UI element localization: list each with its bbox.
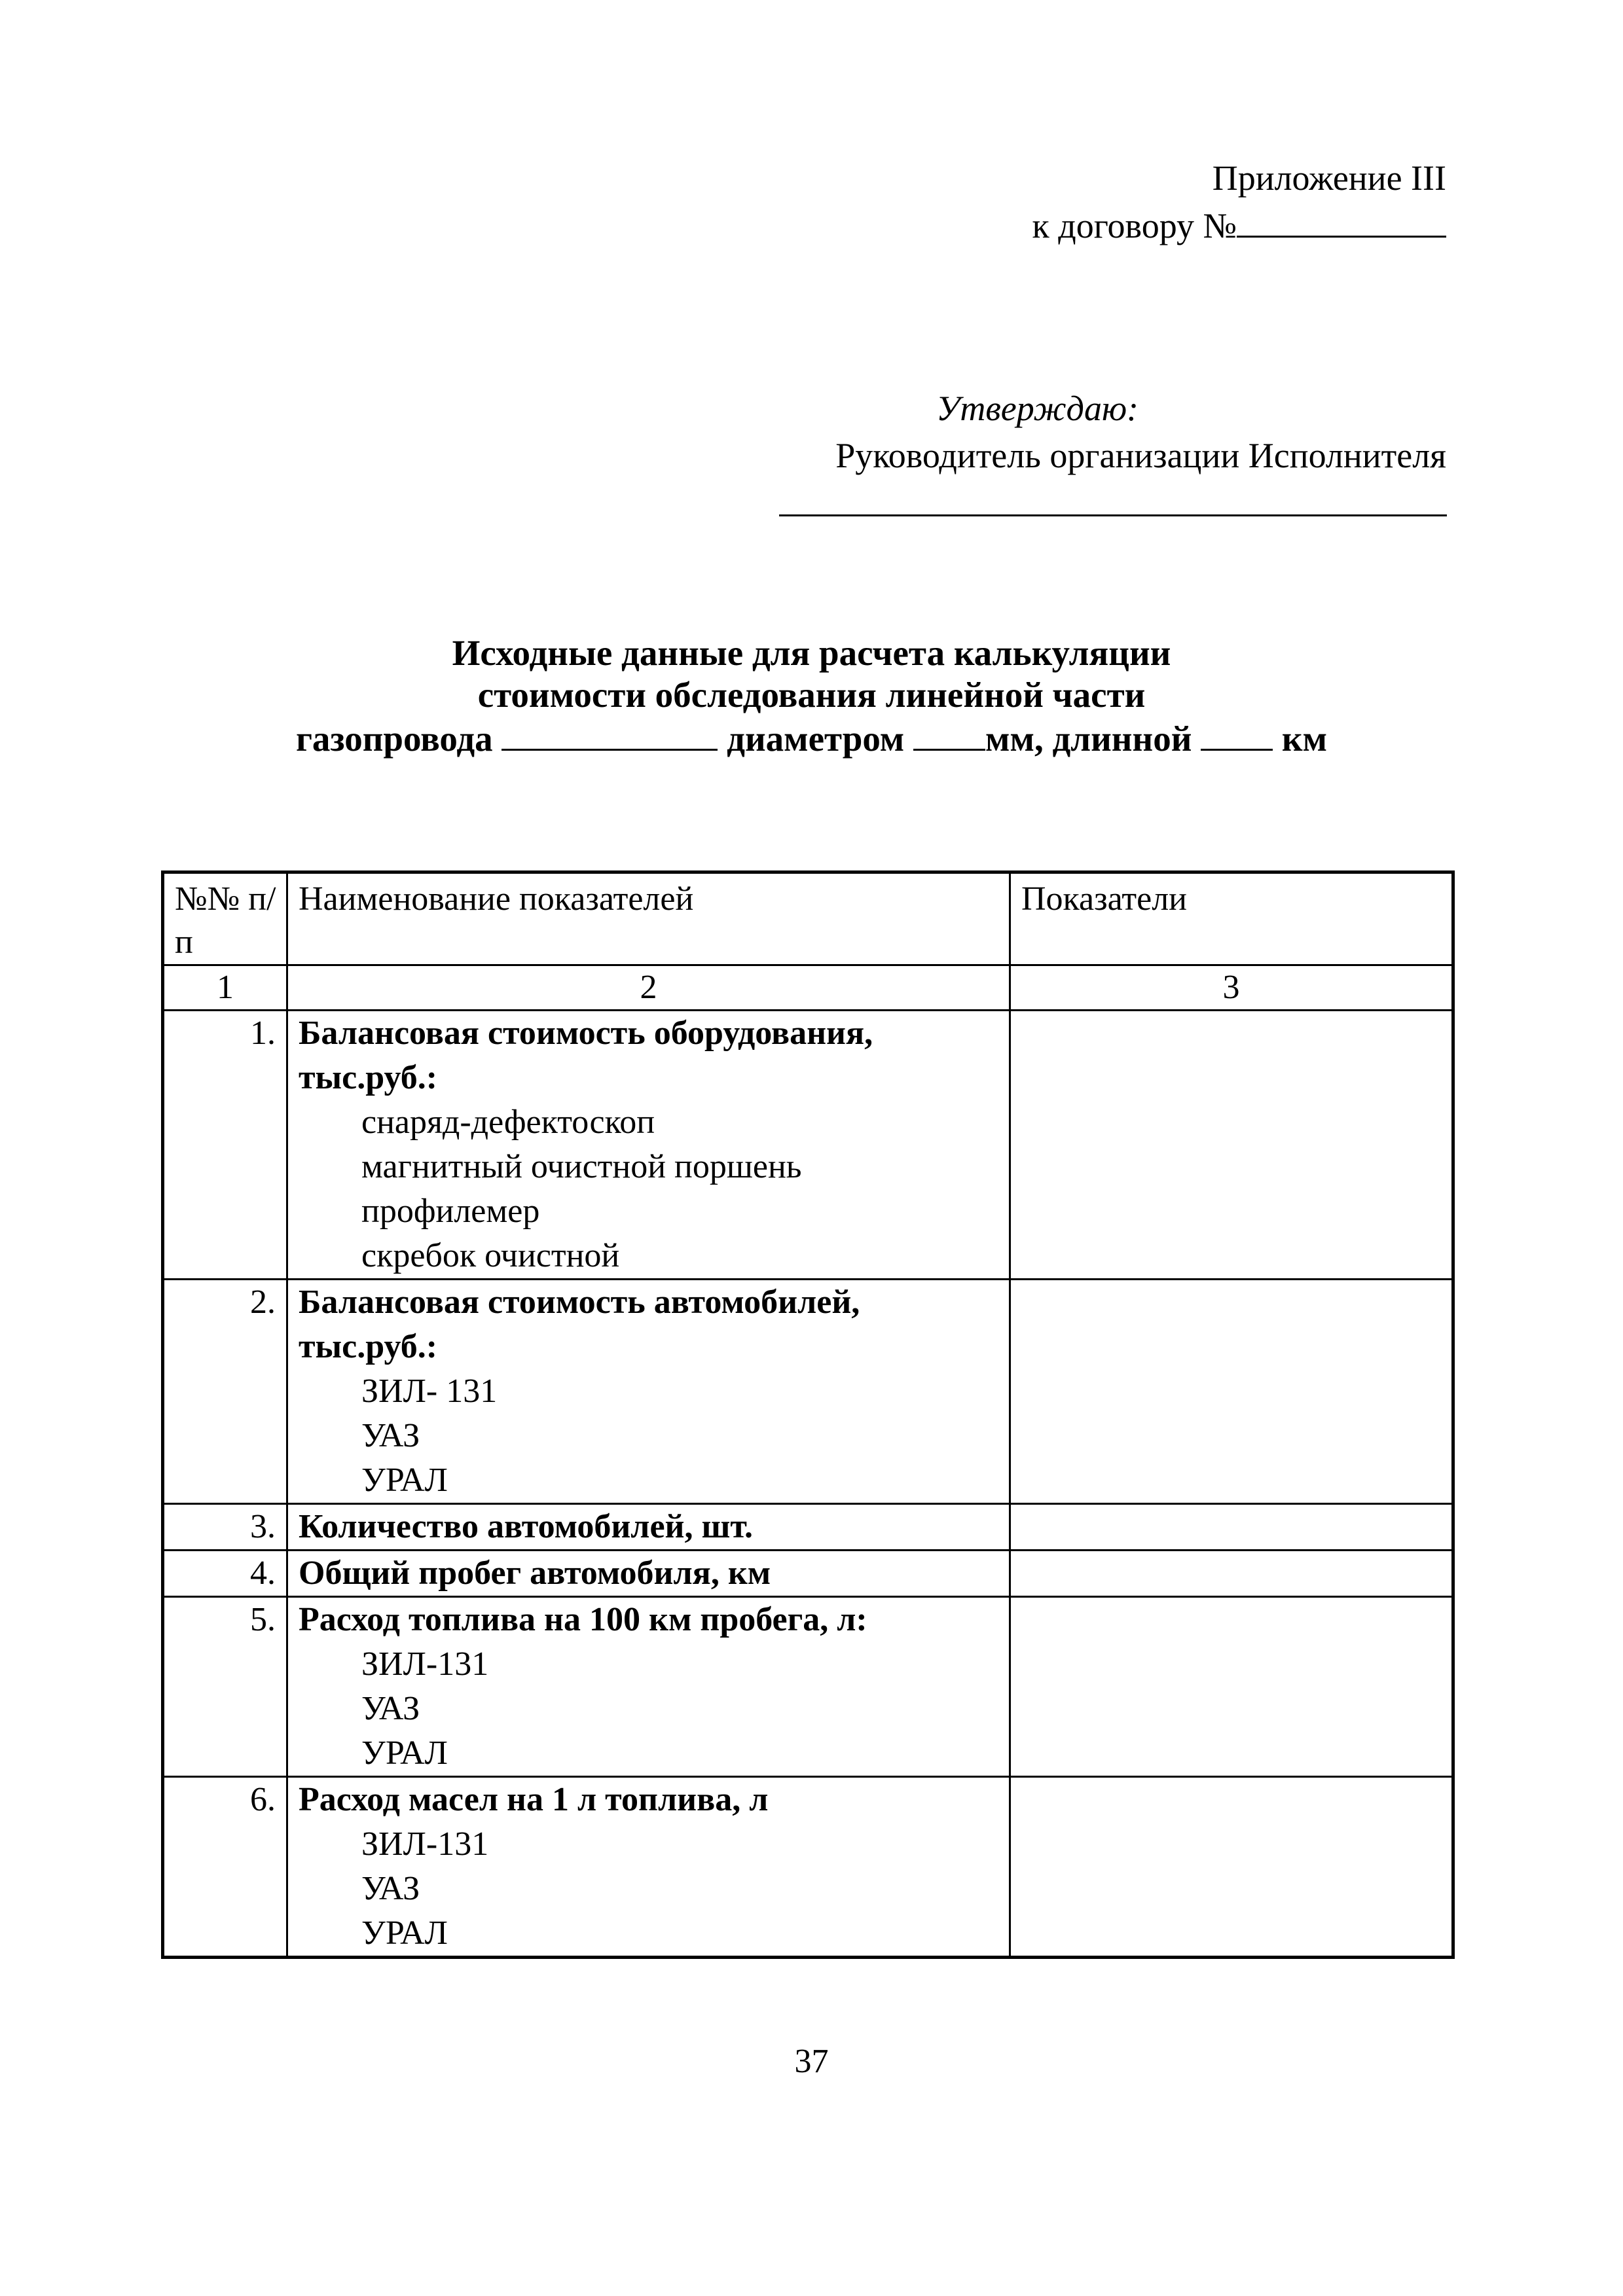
row-number: 4.	[163, 1551, 287, 1597]
signature-line	[779, 514, 1447, 516]
row-title: Расход топлива на 100 км пробега, л:	[299, 1601, 867, 1638]
table-row	[163, 1280, 1453, 1504]
row-subitem: УАЗ	[361, 1870, 420, 1907]
contract-line	[1032, 202, 1446, 249]
row-title: Общий пробег автомобиля, км	[299, 1554, 771, 1592]
contract-prefix: к договору №	[1032, 206, 1237, 245]
table-header-row	[163, 872, 1453, 965]
row-subitem: ЗИЛ-131	[361, 1645, 489, 1683]
appendix-header	[1032, 154, 1446, 249]
row-value-cell	[1010, 1597, 1453, 1777]
table-row	[163, 1504, 1453, 1551]
row-value-cell	[1010, 1280, 1453, 1504]
table-row	[163, 1597, 1453, 1777]
row-value-cell	[1010, 1011, 1453, 1280]
table-row	[163, 1777, 1453, 1958]
approve-label: Утверждаю:	[936, 389, 1139, 428]
row-value-cell	[1010, 1777, 1453, 1958]
appendix-label: Приложение III	[1212, 158, 1446, 198]
row-label	[287, 1504, 1010, 1551]
contract-number-blank	[1237, 202, 1446, 238]
column-number-1: 1	[163, 965, 287, 1011]
row-title-cont: тыс.руб.:	[299, 1059, 438, 1096]
row-subitem: УРАЛ	[361, 1734, 448, 1772]
header-values: Показатели	[1010, 872, 1453, 965]
column-number-row	[163, 965, 1453, 1011]
table-row	[163, 1551, 1453, 1597]
pipeline-name-blank	[501, 716, 718, 751]
title-line-1: Исходные данные для расчета калькуляции	[452, 633, 1171, 673]
row-subitem: УАЗ	[361, 1690, 420, 1727]
page-number: 37	[794, 2043, 829, 2080]
row-label	[287, 1280, 1010, 1504]
row-title: Балансовая стоимость оборудования,	[299, 1014, 873, 1052]
row-subitem: УРАЛ	[361, 1914, 448, 1952]
column-number-2: 2	[287, 965, 1010, 1011]
length-blank	[1201, 716, 1273, 751]
row-subitem: ЗИЛ-131	[361, 1825, 489, 1863]
row-subitem: магнитный очистной поршень	[361, 1148, 802, 1185]
row-number: 2.	[163, 1280, 287, 1504]
row-subitem: ЗИЛ- 131	[361, 1372, 498, 1410]
diameter-blank	[913, 716, 985, 751]
approval-block	[835, 385, 1446, 479]
title-pipeline-label: газопровода	[295, 719, 493, 759]
header-num: №№ п/п	[163, 872, 287, 965]
row-number: 3.	[163, 1504, 287, 1551]
row-subitem: скребок очистной	[361, 1237, 620, 1274]
row-number: 5.	[163, 1597, 287, 1777]
head-title: Руководитель организации Исполнителя	[835, 436, 1446, 475]
row-label	[287, 1011, 1010, 1280]
document-title	[0, 632, 1623, 760]
row-label	[287, 1777, 1010, 1958]
title-line-3	[0, 716, 1623, 760]
row-value-cell	[1010, 1504, 1453, 1551]
title-diameter-label: диаметром	[727, 719, 905, 759]
title-km-label: км	[1281, 719, 1328, 759]
row-subitem: УРАЛ	[361, 1462, 448, 1499]
row-title: Количество автомобилей, шт.	[299, 1508, 754, 1545]
row-number: 1.	[163, 1011, 287, 1280]
header-name: Наименование показателей	[287, 872, 1010, 965]
indicators-table	[161, 870, 1455, 1959]
row-value-cell	[1010, 1551, 1453, 1597]
row-title-cont: тыс.руб.:	[299, 1328, 438, 1365]
row-number: 6.	[163, 1777, 287, 1958]
table-row	[163, 1011, 1453, 1280]
row-subitem: снаряд-дефектоскоп	[361, 1103, 655, 1141]
title-length-label: мм, длинной	[985, 719, 1192, 759]
row-label	[287, 1597, 1010, 1777]
row-title: Балансовая стоимость автомобилей,	[299, 1283, 860, 1321]
title-line-2: стоимости обследования линейной части	[477, 675, 1146, 715]
column-number-3: 3	[1010, 965, 1453, 1011]
row-title: Расход масел на 1 л топлива, л	[299, 1781, 769, 1818]
row-subitem: УАЗ	[361, 1417, 420, 1454]
row-subitem: профилемер	[361, 1193, 540, 1230]
row-label	[287, 1551, 1010, 1597]
